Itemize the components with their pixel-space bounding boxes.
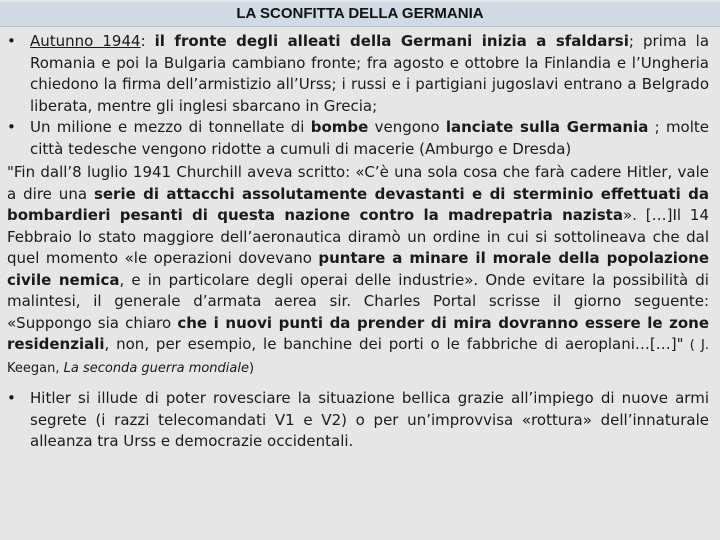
bullet-armi-segrete	[7, 388, 709, 453]
bullet-bombe	[7, 117, 709, 160]
bullet-dot: •	[7, 389, 16, 407]
fronte-alleati-text: il fronte degli alleati della Germani inizia a sfaldarsi	[154, 32, 629, 50]
bullet-2-a: Un milione e mezzo di tonnellate di	[30, 118, 311, 136]
bullet-3-text: Hitler si illude di poter rovesciare la situazione bellica grazie all’impiego di nuove armi segrete (i razzi telecomandati V1 e V2) o per un’improvvisa «rottura» dell’innaturale alleanza tra Urss e democrazie occidentali.	[30, 389, 709, 450]
citation-close: )	[249, 360, 255, 376]
quote-bold-3: che i nuovi punti da prender di mira dovranno essere le zone residenziali	[7, 313, 709, 353]
bullet-autunno-1944	[7, 31, 709, 117]
date-autunno-1944: Autunno 1944	[30, 32, 141, 50]
bullet-dot: •	[7, 32, 16, 50]
lanciate-text: lanciate sulla Germania	[445, 118, 649, 136]
quote-part-3: ». […]Il 14 Febbraio lo stato maggiore dell’aeronautica diramò un ordine in cui si sottolineava che dal quel momento «le operazioni dovevano	[7, 206, 709, 267]
quote-part-7: , non, per esempio, le banchine dei porti o le fabbriche di aeroplani…[…]"	[104, 335, 684, 353]
quote-part-5: , e in particolare degli operai delle industrie». Onde evitare la possibilità di malintesi, il generale d’armata aerea sir. Charles Portal scrisse il giorno seguente: «Suppongo sia chiaro	[7, 270, 709, 332]
churchill-quote	[7, 162, 709, 379]
citation-title: La seconda guerra mondiale	[63, 360, 249, 376]
colon: :	[140, 32, 155, 50]
quote-bold-2: puntare a minare il morale della popolazione civile nemica	[7, 249, 709, 289]
citation-author: ( J. Keegan,	[7, 338, 709, 376]
bullet-2-e: ; molte città tedesche vengono ridotte a cumuli di macerie (Amburgo e Dresda)	[30, 118, 710, 158]
bullet-1-rest: ; prima la Romania e poi la Bulgaria cambiano fronte; fra agosto e ottobre la Finlandia e l’Ungheria chiedono la firma dell’armistizio all’Urss; i russi e i partigiani jugoslavi entrano a Belgrado liberata, mentre gli inglesi sbarcano in Grecia;	[30, 32, 710, 115]
bombe-text: bombe	[310, 118, 369, 136]
bullet-2-c: vengono	[368, 118, 446, 136]
slide-title: LA SCONFITTA DELLA GERMANIA	[0, 2, 720, 27]
quote-bold-1: serie di attacchi assolutamente devastanti e di sterminio effettuati da bombardieri pesanti di questa nazione contro la madrepatria nazista	[7, 184, 709, 224]
bullet-dot: •	[7, 118, 16, 136]
slide-content	[7, 31, 709, 453]
quote-part-1: "Fin dall’8 luglio 1941 Churchill aveva scritto: «C’è una sola cosa che farà cadere Hitler, vale a dire una	[7, 163, 709, 203]
